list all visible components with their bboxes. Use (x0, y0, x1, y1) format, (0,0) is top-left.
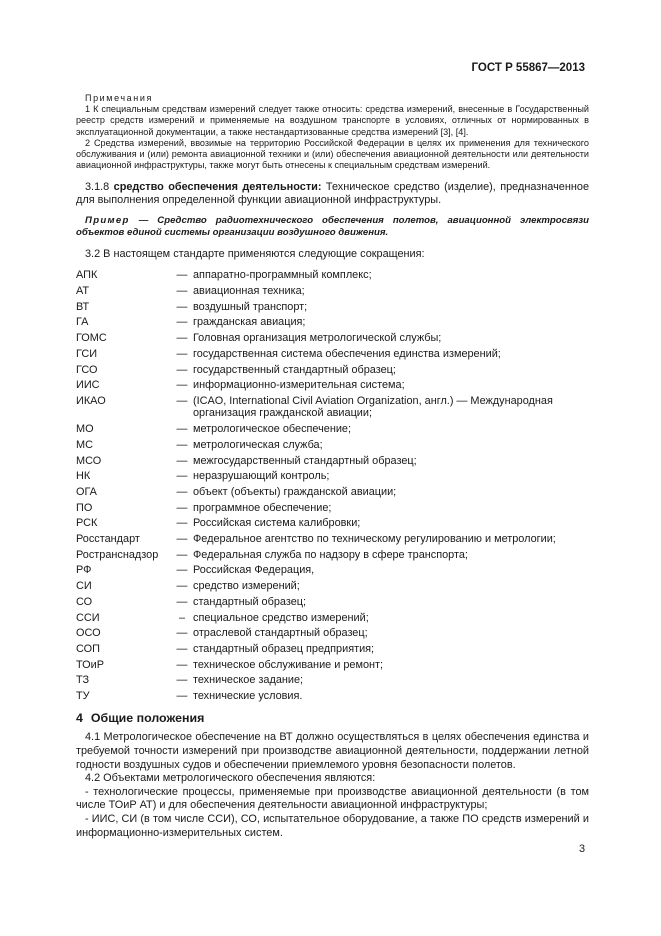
abbreviation-definition: государственная система обеспечения единства измерений; (193, 347, 501, 360)
abbreviation-term: МСО (76, 454, 102, 467)
example-label: Пример (85, 214, 130, 226)
abbreviation-row (76, 690, 589, 702)
abbreviation-row (76, 285, 589, 297)
abbreviation-dash: — (176, 674, 188, 687)
abbreviation-dash: – (178, 611, 186, 624)
abbreviation-term: ИКАО (76, 395, 106, 407)
abbreviation-dash: — (176, 269, 188, 282)
abbreviation-dash: — (176, 595, 188, 608)
abbreviation-dash: — (176, 316, 188, 329)
abbreviation-row (76, 502, 589, 514)
abbreviation-term: ГА (76, 316, 89, 329)
abbreviations-list (76, 269, 589, 702)
abbreviation-term: ПО (76, 501, 93, 514)
abbreviation-definition: государственный стандартный образец; (193, 363, 396, 376)
abbreviation-term: МС (76, 438, 93, 451)
abbreviation-definition: стандартный образец предприятия; (193, 642, 375, 655)
abbreviation-term: РСК (76, 517, 98, 530)
abbreviation-dash: — (176, 501, 188, 514)
abbreviation-dash: — (176, 423, 188, 436)
abbreviation-term: НК (76, 470, 91, 483)
section-4-heading (76, 711, 589, 725)
abbreviation-row (76, 332, 589, 344)
abbreviation-term: СОП (76, 642, 100, 655)
abbreviation-dash: — (176, 332, 188, 345)
section-4-paragraph: - ИИС, СИ (в том числе ССИ), СО, испытательное оборудование, а также ПО средств измерений и информационно-измерительных систем. (76, 813, 589, 839)
abbreviation-term: РФ (76, 564, 92, 577)
term-definition: Техническое средство (изделие), предназначенное для выполнения определенной функции авиационной инфраструктуры. (76, 180, 590, 207)
abbreviation-term: МО (76, 423, 94, 436)
abbreviation-definition: отраслевой стандартный образец; (193, 627, 368, 640)
abbreviation-definition: Российская Федерация, (193, 564, 315, 577)
abbreviation-definition: воздушный транспорт; (193, 300, 308, 313)
abbreviation-row (76, 580, 589, 592)
abbreviation-term: ГОМС (76, 332, 107, 345)
abbreviation-term: ОСО (76, 627, 101, 640)
abbreviation-dash: — (176, 690, 188, 703)
abbreviation-definition: информационно-измерительная система; (193, 379, 405, 392)
abbreviation-row (76, 348, 589, 360)
abbreviation-dash: — (176, 379, 188, 392)
abbreviation-row (76, 301, 589, 313)
abbreviation-definition: неразрушающий контроль; (193, 470, 330, 483)
page-content (76, 93, 589, 840)
abbreviation-row (76, 517, 589, 529)
abbreviation-dash: — (176, 548, 188, 561)
abbreviation-term: АТ (76, 285, 90, 298)
abbreviation-dash: — (176, 363, 188, 376)
document-number: ГОСТ Р 55867—2013 (471, 62, 585, 74)
abbreviation-term: ИИС (76, 379, 100, 392)
abbreviation-definition: метрологическая служба; (193, 438, 323, 451)
abbreviation-row (76, 379, 589, 391)
abbreviation-row (76, 549, 589, 561)
note-2: 2 Средства измерений, ввозимые на территорию Российской Федерации в целях их применения для технического обслуживания и (или) ремонта авиационной техники и (или) обеспечения авиационной деятельности или деятельности авиационной инфраструктуры, также могут быть отнесены к специальным средствам измерений. (76, 137, 589, 171)
abbreviation-row (76, 564, 589, 576)
abbreviation-dash: — (176, 642, 188, 655)
abbreviation-dash: — (176, 658, 188, 671)
abbreviation-term: ССИ (76, 611, 100, 624)
abbreviation-term: ОГА (76, 485, 97, 498)
abbreviation-term: СО (76, 595, 93, 608)
note-1: 1 К специальным средствам измерений следует также относить: средства измерений, внесенные в Государственный реестр средств измерений и применяемые на воздушном транспорте в условиях, отличных от нормированных в эксплуатационной документации, а также нестандартизованные средства измерений [3], [4]. (76, 104, 589, 137)
abbreviation-row (76, 612, 589, 624)
abbreviation-term: Росстандарт (76, 533, 140, 546)
abbreviation-dash: — (176, 564, 188, 577)
abbreviation-dash: — (176, 627, 188, 640)
abbreviation-definition: технические условия. (193, 690, 303, 703)
abbreviation-definition: средство измерений; (193, 580, 300, 593)
abbreviation-row (76, 395, 589, 420)
section-number: 4 (76, 711, 83, 726)
abbreviation-term: СИ (76, 580, 92, 593)
abbreviation-term: Ространснадзор (76, 548, 159, 561)
abbreviation-term: ТЗ (76, 674, 90, 687)
abbreviation-dash: — (176, 347, 188, 360)
abbreviation-row (76, 455, 589, 467)
section-title: Общие положения (90, 711, 205, 726)
abbreviation-dash: — (176, 454, 188, 467)
abbreviation-definition: Федеральное агентство по техническому регулированию и метрологии; (193, 533, 556, 546)
abbreviation-definition: техническое обслуживание и ремонт; (193, 658, 384, 671)
abbreviation-row (76, 423, 589, 435)
term-number: 3.1.8 (85, 180, 110, 193)
abbreviation-definition: межгосударственный стандартный образец; (193, 454, 417, 467)
abbreviation-row (76, 659, 589, 671)
abbreviation-dash: — (176, 533, 188, 546)
abbreviation-dash: — (176, 300, 188, 313)
abbreviation-term: АПК (76, 269, 98, 282)
abbreviation-definition: Российская система калибровки; (193, 517, 361, 530)
abbreviation-definition: гражданская авиация; (193, 316, 306, 329)
abbreviation-definition: стандартный образец; (193, 595, 307, 608)
abbreviation-row (76, 316, 589, 328)
abbreviation-term: ВТ (76, 300, 90, 313)
abbreviation-definition: авиационная техника; (193, 285, 305, 298)
abbreviation-row (76, 643, 589, 655)
abbreviation-definition: (ICAO, International Civil Aviation Organization, англ.) — Международная организация гражданской авиации; (193, 395, 553, 420)
abbreviations-intro: 3.2 В настоящем стандарте применяются следующие сокращения: (85, 247, 425, 260)
abbreviation-dash: — (176, 285, 188, 298)
abbreviation-definition: объект (объекты) гражданской авиации; (193, 485, 397, 498)
notes-title: Примечания (85, 93, 153, 103)
section-4-paragraph: - технологические процессы, применяемые при производстве авиационной деятельности (в том числе ТОиР АТ) и для обеспечения деятельности авиационной инфраструктуры; (76, 785, 589, 812)
abbreviation-row (76, 486, 589, 498)
example-text: — Средство радиотехнического обеспечения полетов, авиационной электросвязи объектов единой системы организации воздушного движения. (76, 214, 589, 239)
abbreviation-definition: метрологическое обеспечение; (193, 423, 352, 436)
page-number: 3 (578, 843, 585, 855)
abbreviation-term: ТОиР (76, 658, 104, 671)
abbreviation-dash: — (176, 517, 188, 530)
abbreviation-row (76, 674, 589, 686)
abbreviation-row (76, 533, 589, 545)
abbreviation-definition: Головная организация метрологической службы; (193, 332, 442, 345)
abbreviation-term: ГСО (76, 363, 98, 376)
abbreviation-dash: — (176, 395, 188, 407)
term-3-1-8 (76, 181, 589, 208)
abbreviation-definition: специальное средство измерений; (193, 611, 369, 624)
abbreviation-row (76, 269, 589, 281)
abbreviation-dash: — (176, 580, 188, 593)
abbreviation-row (76, 627, 589, 639)
abbreviation-row (76, 470, 589, 482)
abbreviation-definition: программное обеспечение; (193, 501, 332, 514)
term-title: средство обеспечения деятельности: (113, 180, 322, 193)
section-4-paragraph: 4.2 Объектами метрологического обеспечения являются: (85, 772, 376, 785)
abbreviation-row (76, 596, 589, 608)
abbreviation-dash: — (176, 438, 188, 451)
abbreviation-dash: — (176, 485, 188, 498)
section-4-paragraph: 4.1 Метрологическое обеспечение на ВТ должно осуществляться в целях обеспечения единства и требуемой точности измерений при производстве авиационной деятельности, поддержании летной годности воздушных судов и обеспечении приемлемого уровня безопасности полетов. (76, 731, 589, 771)
abbreviation-dash: — (176, 470, 188, 483)
abbreviation-term: ГСИ (76, 347, 98, 360)
abbreviation-row (76, 364, 589, 376)
abbreviation-definition: Федеральная служба по надзору в сфере транспорта; (193, 548, 468, 561)
example (76, 215, 589, 240)
abbreviation-row (76, 439, 589, 451)
abbreviation-definition: техническое задание; (193, 674, 304, 687)
abbreviation-definition: аппаратно-программный комплекс; (193, 269, 372, 282)
abbreviation-term: ТУ (76, 690, 90, 703)
